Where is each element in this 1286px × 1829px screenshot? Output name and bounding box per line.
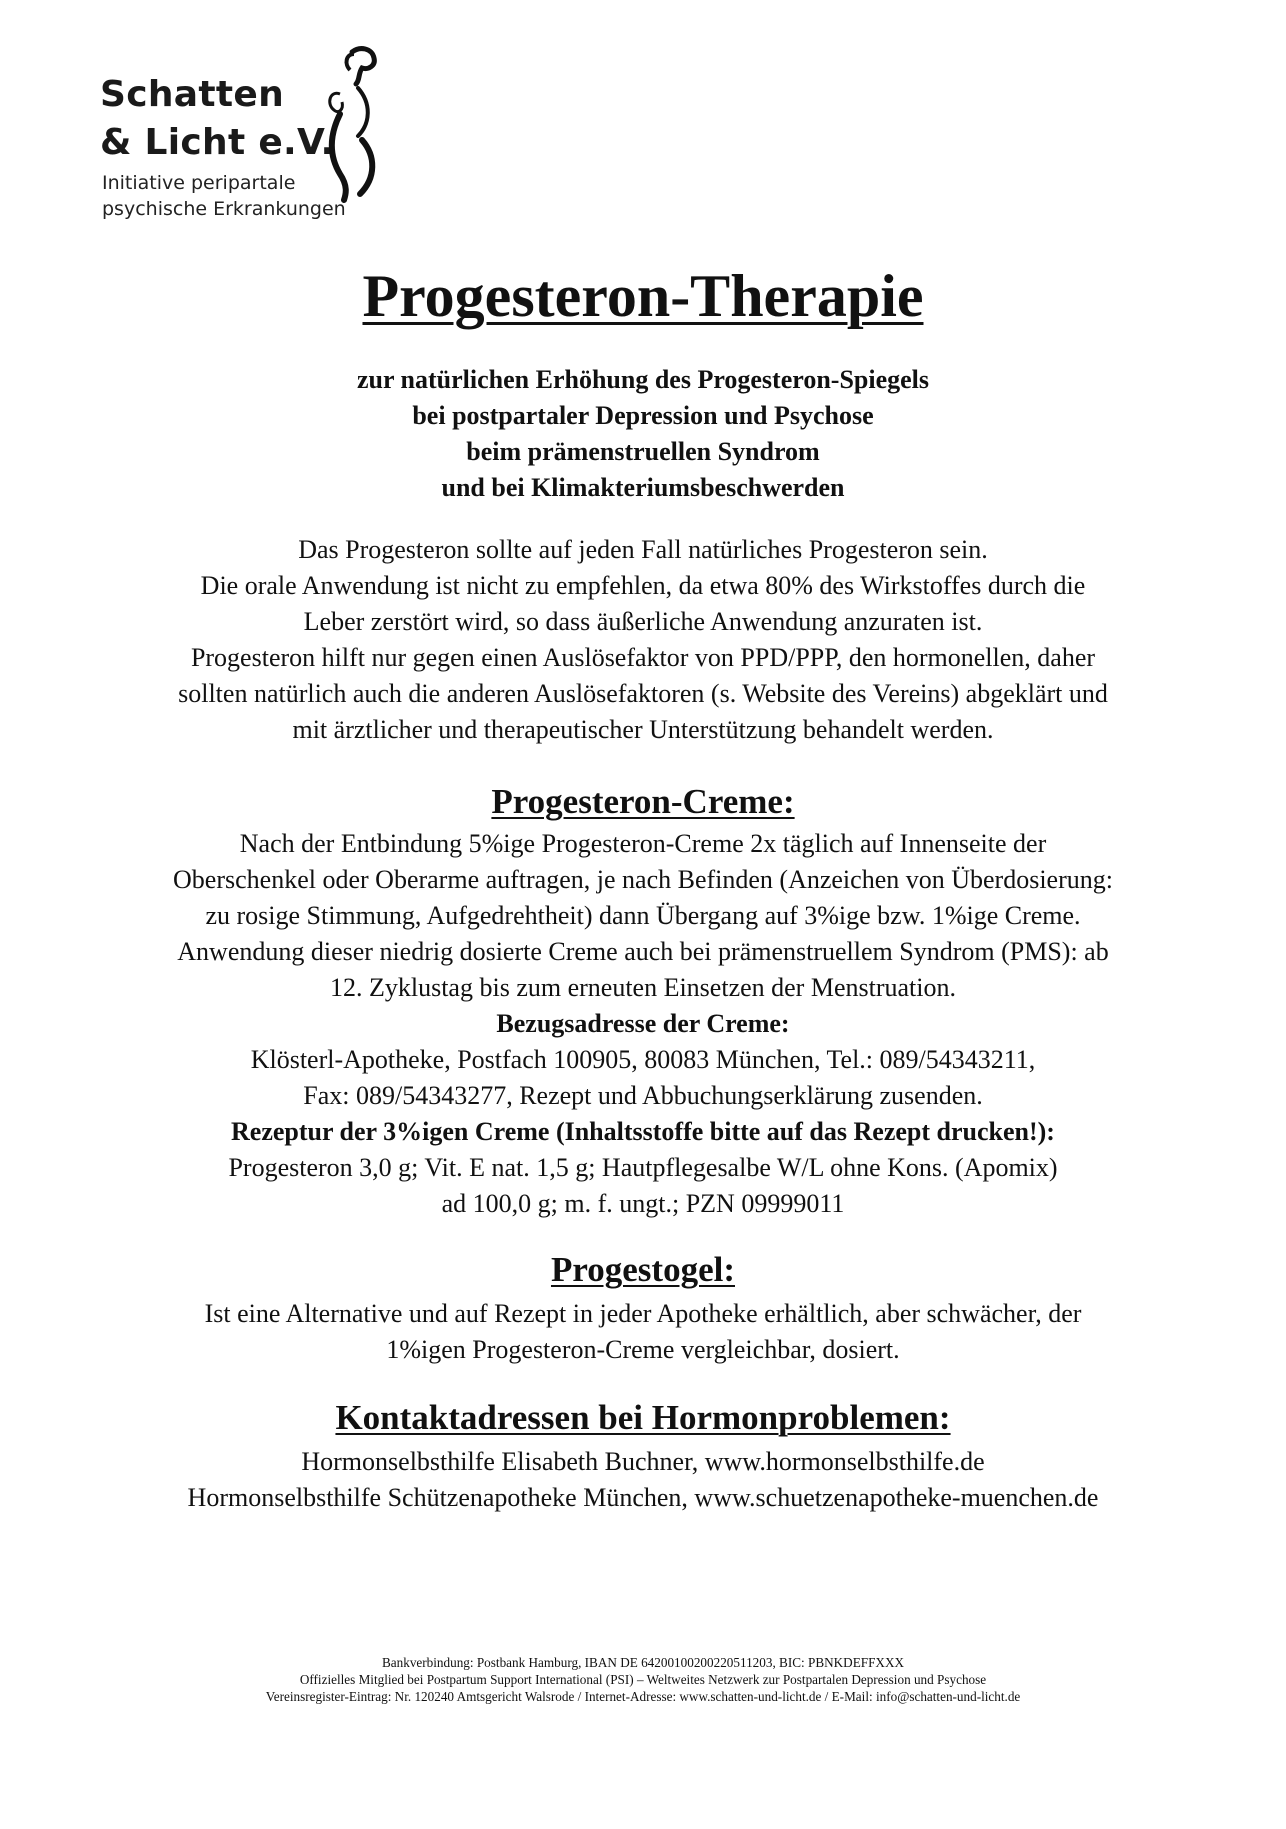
logo-tagline-line2: psychische Erkrankungen: [102, 198, 346, 220]
recipe-line: Progesteron 3,0 g; Vit. E nat. 1,5 g; Hautpflegesalbe W/L ohne Kons. (Apomix): [228, 1153, 1058, 1182]
creme-line: 12. Zyklustag bis zum erneuten Einsetzen der Menstruation.: [329, 973, 956, 1002]
subtitle-line: bei postpartaler Depression und Psychose: [412, 401, 874, 430]
logo-name-line2: & Licht e.V.: [100, 122, 335, 163]
page-title: Progesteron-Therapie: [362, 263, 924, 329]
footer-line-membership: Offizielles Mitglied bei Postpartum Support International (PSI) – Weltweites Netzwerk zur Postpartalen Depression und Psychose: [299, 1672, 987, 1687]
contacts-section: [60, 1444, 1226, 1516]
section-heading-progestogel: Progestogel:: [550, 1250, 735, 1289]
address-heading: Bezugsadresse der Creme:: [496, 1009, 790, 1038]
subtitle-block: [60, 362, 1226, 506]
progestogel-line: 1%igen Progesteron-Creme vergleichbar, dosiert.: [386, 1335, 900, 1364]
creme-line: Oberschenkel oder Oberarme auftragen, je nach Befinden (Anzeichen von Überdosierung:: [173, 865, 1113, 894]
intro-line: Das Progesteron sollte auf jeden Fall natürliches Progesteron sein.: [298, 535, 988, 564]
intro-line: Leber zerstört wird, so dass äußerliche Anwendung anzuraten ist.: [303, 607, 983, 636]
creme-section: [60, 826, 1226, 1222]
creme-line: Anwendung dieser niedrig dosierte Creme auch bei prämenstruellem Syndrom (PMS): ab: [177, 937, 1109, 966]
footer-line-registry: Vereinsregister-Eintrag: Nr. 120240 Amtsgericht Walsrode / Internet-Adresse: www.schatten-und-licht.de / E-Mail: info@schatten-und-licht.de: [265, 1689, 1021, 1704]
contact-line: Hormonselbsthilfe Elisabeth Buchner, www.hormonselbsthilfe.de: [301, 1447, 985, 1476]
intro-line: Progesteron hilft nur gegen einen Auslösefaktor von PPD/PPP, den hormonellen, daher: [190, 643, 1096, 672]
logo-name-line1: Schatten: [100, 74, 285, 115]
subtitle-line: zur natürlichen Erhöhung des Progesteron-Spiegels: [356, 365, 930, 394]
contact-line: Hormonselbsthilfe Schützenapotheke München, www.schuetzenapotheke-muenchen.de: [187, 1483, 1099, 1512]
address-line: Klösterl-Apotheke, Postfach 100905, 80083 München, Tel.: 089/54343211,: [250, 1045, 1036, 1074]
section-heading-contacts: Kontaktadressen bei Hormonproblemen:: [335, 1398, 951, 1437]
organization-logo: [100, 44, 390, 234]
intro-paragraph: [60, 532, 1226, 748]
logo-tagline-line1: Initiative peripartale: [102, 172, 296, 194]
intro-line: sollten natürlich auch die anderen Auslösefaktoren (s. Website des Vereins) abgeklärt und: [178, 679, 1108, 708]
subtitle-line: und bei Klimakteriumsbeschwerden: [441, 473, 845, 502]
intro-line: mit ärztlicher und therapeutischer Unterstützung behandelt werden.: [292, 715, 994, 744]
footer: [60, 1654, 1226, 1705]
recipe-heading: Rezeptur der 3%igen Creme (Inhaltsstoffe bitte auf das Rezept drucken!):: [231, 1117, 1055, 1146]
address-line: Fax: 089/54343277, Rezept und Abbuchungserklärung zusenden.: [303, 1081, 983, 1110]
creme-line: zu rosige Stimmung, Aufgedrehtheit) dann Übergang auf 3%ige bzw. 1%ige Creme.: [205, 901, 1081, 930]
section-heading-creme: Progesteron-Creme:: [491, 782, 795, 821]
progestogel-line: Ist eine Alternative und auf Rezept in jeder Apotheke erhältlich, aber schwächer, der: [204, 1299, 1082, 1328]
subtitle-line: beim prämenstruellen Syndrom: [466, 437, 820, 466]
woman-silhouette-icon: [300, 44, 390, 204]
footer-line-bank: Bankverbindung: Postbank Hamburg, IBAN DE 64200100200220511203, BIC: PBNKDEFFXXX: [381, 1655, 904, 1670]
progestogel-section: [60, 1296, 1226, 1368]
recipe-line: ad 100,0 g; m. f. ungt.; PZN 09999011: [441, 1189, 845, 1218]
creme-line: Nach der Entbindung 5%ige Progesteron-Creme 2x täglich auf Innenseite der: [239, 829, 1047, 858]
intro-line: Die orale Anwendung ist nicht zu empfehlen, da etwa 80% des Wirkstoffes durch die: [200, 571, 1086, 600]
